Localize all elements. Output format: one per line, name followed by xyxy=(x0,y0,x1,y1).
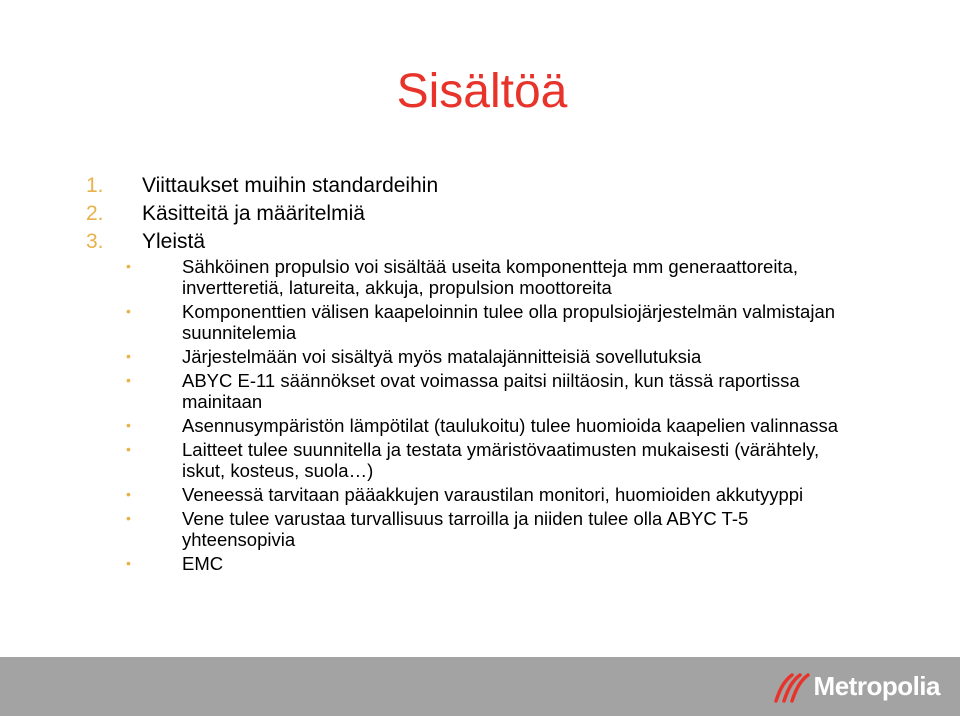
bullet-text: Sähköinen propulsio voi sisältää useita komponentteja mm generaattoreita, invertteretiä, latureita, akkuja, propulsion moottoreita xyxy=(182,256,799,298)
bullet-text: Vene tulee varustaa turvallisuus tarroilla ja niiden tulee olla ABYC T-5 yhteensopivia xyxy=(182,508,749,550)
bullet-text: Laitteet tulee suunnitella ja testata ymäristövaatimusten mukaisesti (värähtely, iskut, kosteus, suola…) xyxy=(182,439,820,481)
item-number: 1. xyxy=(86,174,104,197)
bullet-item xyxy=(126,346,846,367)
metropolia-logo xyxy=(770,667,940,705)
bullet-item xyxy=(126,370,846,412)
bullet-item xyxy=(126,415,846,436)
bullet-icon: • xyxy=(126,348,131,364)
bullet-text: EMC xyxy=(182,553,224,574)
bullet-text: Komponenttien välisen kaapeloinnin tulee olla propulsiojärjestelmän valmistajan suunnitelemia xyxy=(182,301,836,343)
bullet-icon: • xyxy=(126,417,131,433)
bullet-text: ABYC E-11 säännökset ovat voimassa paitsi niiltäosin, kun tässä raportissa mainitaan xyxy=(182,370,800,412)
bullet-text: Järjestelmään voi sisältyä myös matalajännitteisiä sovellutuksia xyxy=(182,346,702,367)
item-text: Käsitteitä ja määritelmiä xyxy=(142,202,365,225)
item-text: Yleistä xyxy=(142,230,206,253)
bullet-icon: • xyxy=(126,510,131,526)
bullet-item xyxy=(126,301,846,343)
bullet-item xyxy=(126,553,846,574)
bullet-item xyxy=(126,256,846,298)
item-number: 2. xyxy=(86,202,104,225)
item-number: 3. xyxy=(86,230,104,253)
bullet-item xyxy=(126,439,846,481)
bullet-icon: • xyxy=(126,372,131,388)
bullet-icon: • xyxy=(126,303,131,319)
bullet-icon: • xyxy=(126,441,131,457)
bullet-list xyxy=(126,256,846,577)
numbered-item xyxy=(86,228,438,256)
bullet-item xyxy=(126,508,846,550)
footer-bar xyxy=(0,657,960,716)
slide-title: Sisältöä xyxy=(396,65,568,118)
numbered-list xyxy=(86,172,438,256)
item-text: Viittaukset muihin standardeihin xyxy=(142,174,439,197)
bullet-icon: • xyxy=(126,258,131,274)
numbered-item xyxy=(86,200,438,228)
bullet-icon: • xyxy=(126,486,131,502)
bullet-text: Asennusympäristön lämpötilat (taulukoitu) tulee huomioida kaapelien valinnassa xyxy=(182,415,839,436)
bullet-item xyxy=(126,484,846,505)
bullet-icon: • xyxy=(126,555,131,571)
bullet-text: Veneessä tarvitaan pääakkujen varaustilan monitori, huomioiden akkutyyppi xyxy=(182,484,804,505)
numbered-item xyxy=(86,172,438,200)
logo-text: Metropolia xyxy=(813,670,940,701)
metropolia-mark-icon xyxy=(770,667,810,705)
